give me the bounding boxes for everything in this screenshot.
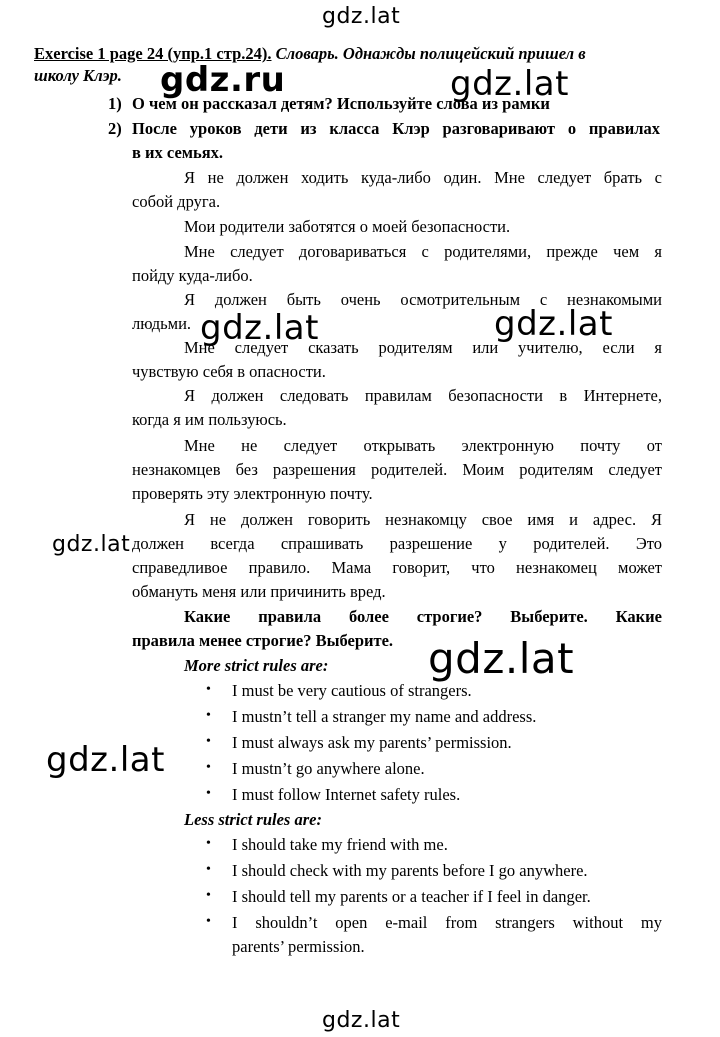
- exercise-ref: Exercise 1 page 24 (упр.1 стр.24).: [34, 44, 272, 63]
- paragraph-line: чувствую себя в опасности.: [132, 362, 326, 381]
- list-item: I must always ask my parents’ permission.: [232, 733, 512, 752]
- exercise-header: [34, 44, 586, 64]
- less-strict-heading: Less strict rules are:: [184, 810, 322, 829]
- watermark: gdz.lat: [494, 304, 613, 344]
- more-strict-heading: More strict rules are:: [184, 656, 329, 675]
- watermark: gdz.lat: [322, 1008, 401, 1033]
- list-item: I should check with my parents before I go anywhere.: [232, 861, 588, 880]
- question-2-number: 2): [108, 119, 122, 138]
- watermark: gdz.lat: [52, 532, 131, 557]
- paragraph-line: Я не должен ходить куда-либо один. Мне следует брать с: [184, 168, 662, 187]
- bullet-icon: •: [206, 888, 211, 903]
- bullet-icon: •: [206, 914, 211, 929]
- list-item-cont: parents’ permission.: [232, 937, 365, 956]
- paragraph-line: проверять эту электронную почту.: [132, 484, 373, 503]
- paragraph-line: Я должен следовать правилам безопасности в Интернете,: [184, 386, 662, 405]
- list-item: I must be very cautious of strangers.: [232, 681, 472, 700]
- watermark: gdz.lat: [450, 64, 569, 104]
- watermark: gdz.ru: [160, 60, 286, 100]
- watermark: gdz.lat: [46, 740, 165, 780]
- paragraph-line: незнакомцев без разрешения родителей. Моим родителям следует: [132, 460, 662, 479]
- question-2-text: После уроков дети из класса Клэр разговаривают о правилах: [132, 119, 660, 138]
- paragraph-line: собой друга.: [132, 192, 221, 211]
- paragraph-line: Мои родители заботятся о моей безопасности.: [184, 217, 511, 236]
- task-line: правила менее строгие? Выберите.: [132, 631, 394, 650]
- paragraph-line: людьми.: [132, 314, 192, 333]
- paragraph-line: когда я им пользуюсь.: [132, 410, 287, 429]
- paragraph-line: Я должен быть очень осмотрительным с незнакомыми: [184, 290, 662, 309]
- exercise-title: Словарь. Однажды полицейский пришел в: [271, 44, 586, 63]
- exercise-title-cont: школу Клэр.: [34, 66, 122, 85]
- question-2-text-cont: в их семьях.: [132, 143, 224, 162]
- bullet-icon: •: [206, 862, 211, 877]
- paragraph-line: Мне не следует открывать электронную почту от: [184, 436, 662, 455]
- paragraph-line: пойду куда-либо.: [132, 266, 253, 285]
- paragraph-line: должен всегда спрашивать разрешение у родителей. Это: [132, 534, 662, 553]
- paragraph-line: обмануть меня или причинить вред.: [132, 582, 386, 601]
- bullet-icon: •: [206, 786, 211, 801]
- paragraph-line: Я не должен говорить незнакомцу свое имя и адрес. Я: [184, 510, 662, 529]
- watermark: gdz.lat: [322, 4, 401, 29]
- watermark: gdz.lat: [428, 634, 575, 683]
- list-item: I mustn’t tell a stranger my name and address.: [232, 707, 537, 726]
- bullet-icon: •: [206, 760, 211, 775]
- bullet-icon: •: [206, 708, 211, 723]
- list-item: I shouldn’t open e-mail from strangers without my: [232, 913, 662, 932]
- watermark: gdz.lat: [200, 308, 319, 348]
- bullet-icon: •: [206, 734, 211, 749]
- question-1-text: О чем он рассказал детям? Используйте слова из рамки: [132, 94, 550, 113]
- task-line: Какие правила более строгие? Выберите. Какие: [184, 607, 662, 626]
- bullet-icon: •: [206, 682, 211, 697]
- question-1-number: 1): [108, 94, 122, 113]
- paragraph-line: Мне следует договариваться с родителями, прежде чем я: [184, 242, 662, 261]
- list-item: I must follow Internet safety rules.: [232, 785, 461, 804]
- list-item: I mustn’t go anywhere alone.: [232, 759, 425, 778]
- list-item: I should tell my parents or a teacher if I feel in danger.: [232, 887, 591, 906]
- list-item: I should take my friend with me.: [232, 835, 448, 854]
- paragraph-line: Мне следует сказать родителям или учителю, если я: [184, 338, 662, 357]
- paragraph-line: справедливое правило. Мама говорит, что незнакомец может: [132, 558, 662, 577]
- bullet-icon: •: [206, 836, 211, 851]
